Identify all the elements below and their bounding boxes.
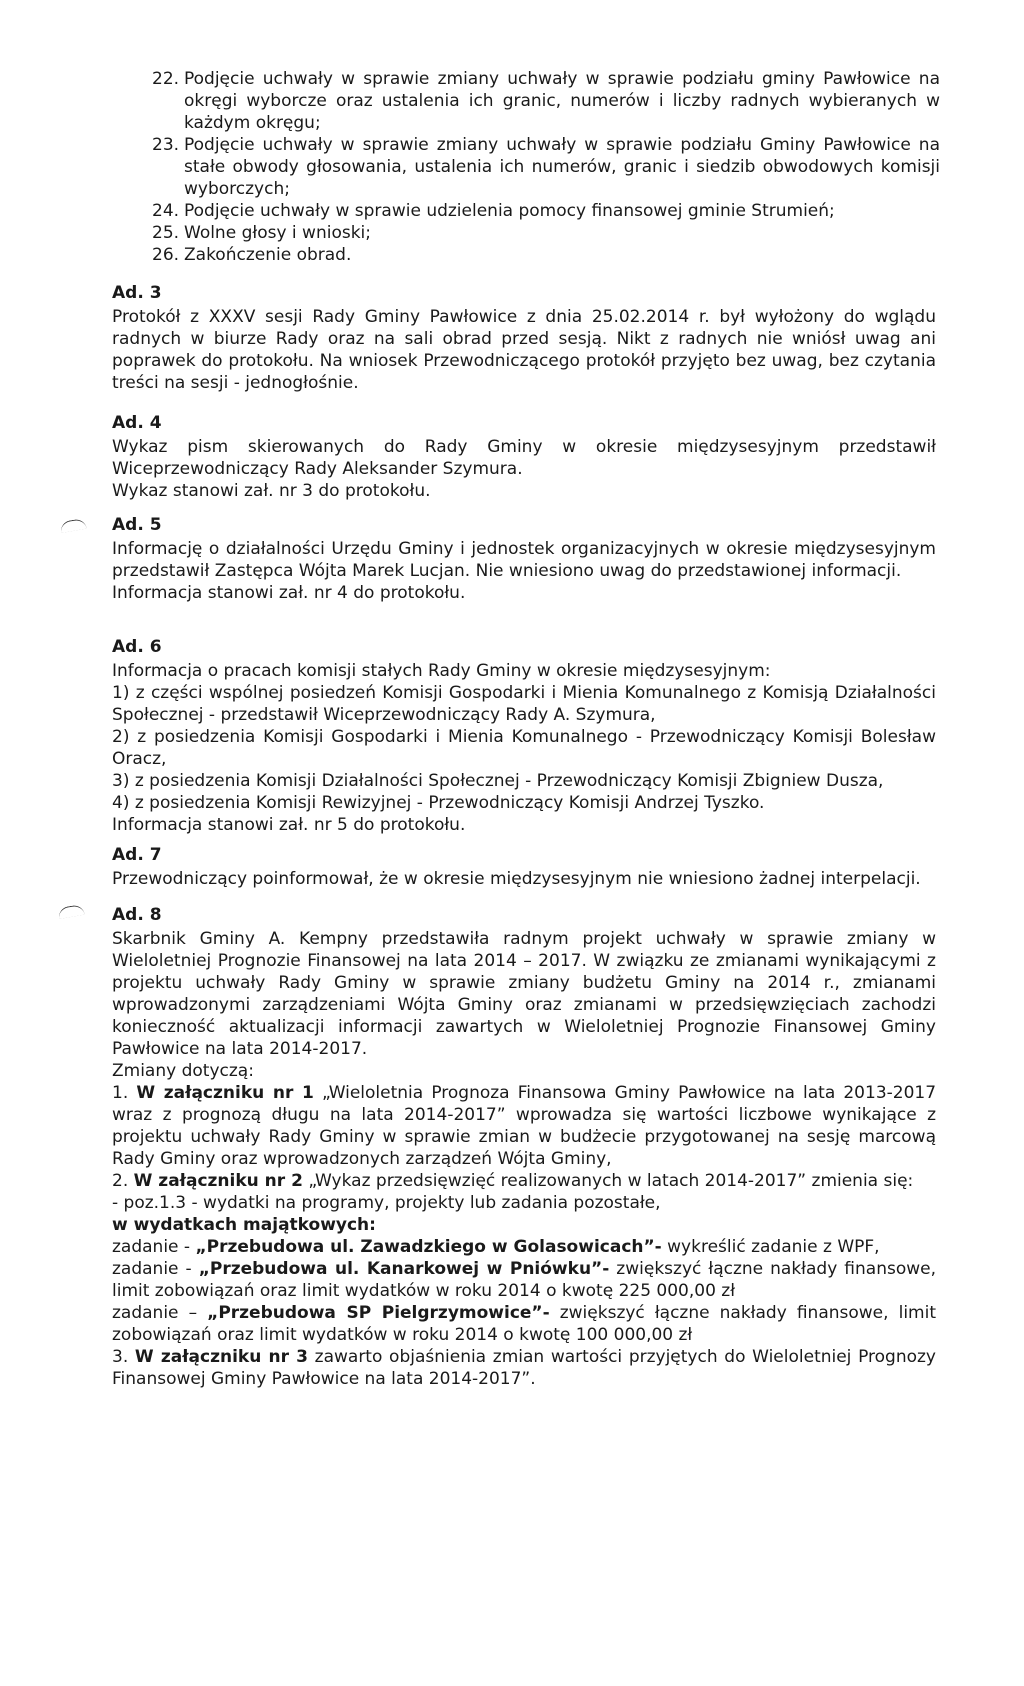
agenda-number: 22.: [152, 69, 180, 89]
bold-label: W załączniku nr 2: [133, 1171, 303, 1191]
paragraph: Wykaz stanowi zał. nr 3 do protokołu.: [112, 481, 431, 501]
section-ad6: [112, 636, 936, 836]
list-item: 1) z części wspólnej posiedzeń Komisji Gospodarki i Mienia Komunalnego z Komisją Działalności Społecznej - przedstawił Wiceprzewodniczący Rady A. Szymura,: [112, 683, 936, 725]
agenda-list: [152, 68, 940, 266]
paragraph: Przewodniczący poinformował, że w okresie międzysesyjnym nie wniesiono żadnej interpelacji.: [112, 869, 921, 889]
agenda-item: [152, 68, 940, 134]
list-item: [112, 1082, 936, 1170]
agenda-number: 23.: [152, 135, 180, 155]
bold-label: W załączniku nr 1: [136, 1083, 314, 1103]
margin-pencil-mark: [57, 904, 85, 919]
list-item: 3) z posiedzenia Komisji Działalności Społecznej - Przewodniczący Komisji Zbigniew Dusza,: [112, 771, 884, 791]
agenda-number: 25.: [152, 223, 180, 243]
agenda-item: [152, 134, 940, 200]
paragraph: Informację o działalności Urzędu Gminy i jednostek organizacyjnych w okresie międzysesyjnym przedstawił Zastępca Wójta Marek Lucjan. Nie wniesiono uwag do przedstawionej informacji.: [112, 539, 936, 581]
task-name: „Przebudowa ul. Kanarkowej w Pniówku”-: [198, 1259, 610, 1279]
agenda-text: Zakończenie obrad.: [184, 245, 352, 265]
section-ad8: [112, 904, 936, 1390]
section-heading: Ad. 5: [112, 515, 162, 535]
section-heading: Ad. 8: [112, 905, 162, 925]
task-name: „Przebudowa SP Pielgrzymowice”-: [207, 1303, 550, 1323]
section-ad4: [112, 412, 936, 502]
section-heading: Ad. 6: [112, 637, 162, 657]
agenda-number: 26.: [152, 245, 180, 265]
task-text: zwiększyć łączne nakłady finansowe, limit zobowiązań oraz limit wydatków w roku 2014 o kwotę 100 000,00 zł: [112, 1303, 936, 1345]
section-ad3: [112, 282, 936, 394]
agenda-text: Wolne głosy i wnioski;: [184, 223, 371, 243]
paragraph: Protokół z XXXV sesji Rady Gminy Pawłowice z dnia 25.02.2014 r. był wyłożony do wglądu radnych w biurze Rady oraz na sali obrad przed sesją. Nikt z radnych nie wniósł uwag ani poprawek do protokołu. Na wniosek Przewodniczącego protokół przyjęto bez uwag, bez czytania treści na sesji - jednogłośnie.: [112, 307, 936, 393]
agenda-text: Podjęcie uchwały w sprawie zmiany uchwały w sprawie podziału Gminy Pawłowice na stałe obwody głosowania, ustalenia ich numerów, granic i siedzib obwodowych komisji wyborczych;: [184, 135, 940, 199]
paragraph: Informacja stanowi zał. nr 5 do protokołu.: [112, 815, 466, 835]
item-number: 3.: [112, 1347, 129, 1367]
item-text: „Wykaz przedsięwzięć realizowanych w latach 2014-2017” zmienia się:: [308, 1171, 914, 1191]
paragraph: Informacja stanowi zał. nr 4 do protokołu.: [112, 583, 466, 603]
item-number: 2.: [112, 1171, 129, 1191]
task-line: [112, 1258, 936, 1302]
task-text: zwiększyć łączne nakłady finansowe, limit zobowiązań oraz limit wydatków w roku 2014 o kwotę 225 000,00 zł: [112, 1259, 937, 1301]
bold-label: W załączniku nr 3: [134, 1347, 308, 1367]
list-item: [112, 1346, 936, 1390]
list-item: 2) z posiedzenia Komisji Gospodarki i Mienia Komunalnego - Przewodniczący Komisji Bolesław Oracz,: [112, 727, 936, 769]
margin-pencil-mark: [59, 518, 87, 533]
section-ad5: [112, 514, 936, 604]
agenda-item: [152, 244, 940, 266]
section-heading: Ad. 4: [112, 413, 162, 433]
task-name: „Przebudowa ul. Zawadzkiego w Golasowicach”-: [195, 1237, 662, 1257]
paragraph: - poz.1.3 - wydatki na programy, projekty lub zadania pozostałe,: [112, 1193, 661, 1213]
paragraph: Skarbnik Gminy A. Kempny przedstawiła radnym projekt uchwały w sprawie zmiany w Wieloletniej Prognozie Finansowej na lata 2014 – 2017. W związku ze zmianami wynikającymi z projektu uchwały Rady Gminy w sprawie zmiany budżetu Gminy na 2014 r., zmianami wprowadzonymi zarządzeniami Wójta Gminy oraz zmianami w przedsięwzięciach zachodzi konieczność aktualizacji informacji zawartych w Wieloletniej Prognozie Finansowej Gminy Pawłowice na lata 2014-2017.: [112, 929, 936, 1059]
agenda-text: Podjęcie uchwały w sprawie zmiany uchwały w sprawie podziału gminy Pawłowice na okręgi wyborcze oraz ustalenia ich granic, numerów i liczby radnych wybieranych w każdym okręgu;: [184, 69, 940, 133]
task-prefix: zadanie –: [112, 1303, 208, 1323]
task-line: [112, 1302, 936, 1346]
list-item: [112, 1170, 936, 1192]
item-text: „Wieloletnia Prognoza Finansowa Gminy Pawłowice na lata 2013-2017 wraz z prognozą długu na lata 2014-2017” wprowadza się wartości liczbowe wynikające z projektu uchwały Rady Gminy w sprawie zmian w budżecie przygotowanej na sesję marcową Rady Gminy oraz wprowadzonych zarządzeń Wójta Gminy,: [112, 1083, 937, 1169]
task-prefix: zadanie -: [112, 1259, 199, 1279]
agenda-number: 24.: [152, 201, 180, 221]
section-heading: Ad. 7: [112, 845, 162, 865]
task-text: wykreślić zadanie z WPF,: [661, 1237, 880, 1257]
list-item: 4) z posiedzenia Komisji Rewizyjnej - Przewodniczący Komisji Andrzej Tyszko.: [112, 793, 765, 813]
task-line: [112, 1236, 936, 1258]
section-heading: Ad. 3: [112, 283, 162, 303]
paragraph: Zmiany dotyczą:: [112, 1061, 254, 1081]
item-text: zawarto objaśnienia zmian wartości przyjętych do Wieloletniej Prognozy Finansowej Gminy Pawłowice na lata 2014-2017”.: [112, 1347, 936, 1389]
paragraph: Informacja o pracach komisji stałych Rady Gminy w okresie międzysesyjnym:: [112, 661, 771, 681]
task-prefix: zadanie -: [112, 1237, 196, 1257]
item-number: 1.: [112, 1083, 129, 1103]
agenda-item: [152, 200, 940, 222]
paragraph: Wykaz pism skierowanych do Rady Gminy w okresie międzysesyjnym przedstawił Wiceprzewodniczący Rady Aleksander Szymura.: [112, 437, 936, 479]
section-ad7: [112, 844, 936, 890]
subheading: w wydatkach majątkowych:: [112, 1215, 376, 1235]
agenda-text: Podjęcie uchwały w sprawie udzielenia pomocy finansowej gminie Strumień;: [184, 201, 835, 221]
agenda-item: [152, 222, 940, 244]
